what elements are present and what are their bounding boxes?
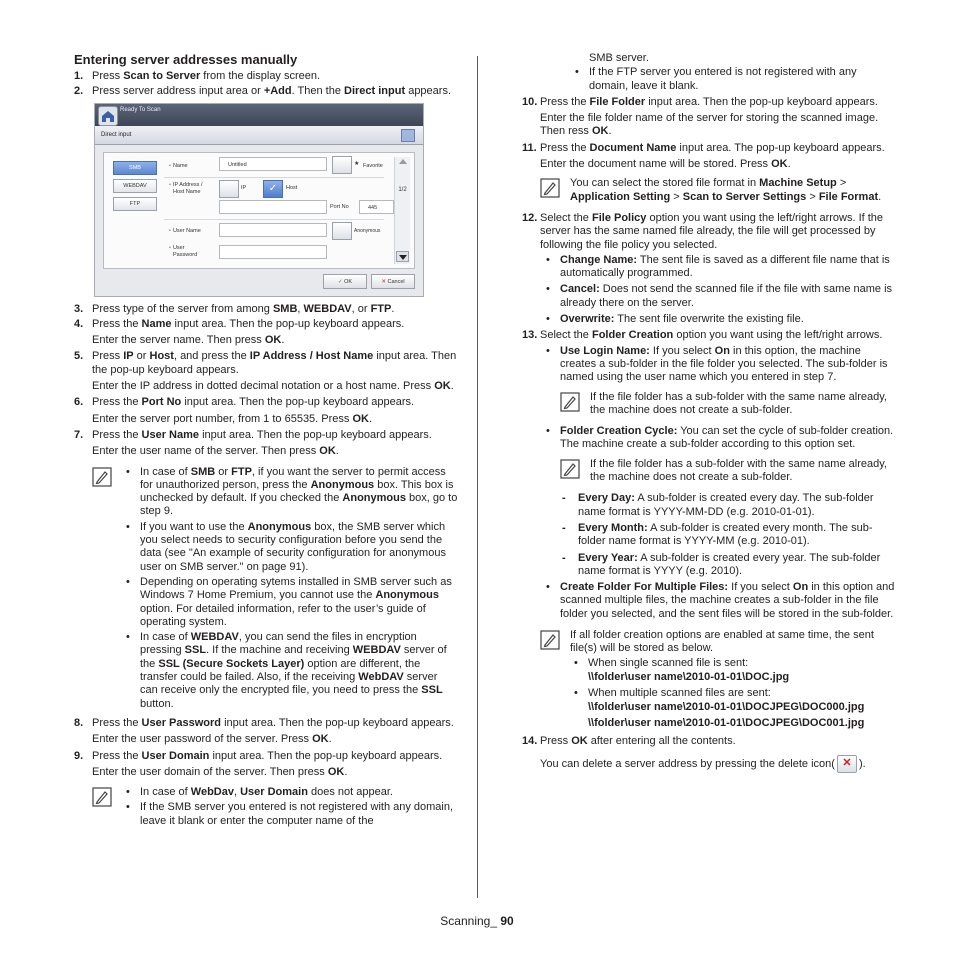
- note-text: You can select the stored file format in Machine Setup > Application Setting > Scan to Server Settings > File Format.: [570, 177, 882, 203]
- step-5: 5. Press IP or Host, and press the IP Address / Host Name input area. Then the pop-up keyboard appears.: [74, 350, 457, 376]
- close-icon: ✕: [381, 278, 386, 285]
- address-book-icon[interactable]: [401, 129, 415, 142]
- step-5-detail: Enter the IP address in dotted decimal notation or a host name. Press OK.: [92, 380, 454, 393]
- tab-webdav[interactable]: WEBDAV: [113, 179, 157, 193]
- step-2: 2. Press server address input area or +Add. Then the Direct input appears.: [74, 85, 452, 98]
- note-domain: [92, 786, 458, 828]
- step-7: 7. Press the User Name input area. Then the pop-up keyboard appears.: [74, 428, 432, 441]
- direct-input-screenshot: [94, 103, 424, 297]
- note-subfolder-1: [560, 391, 898, 418]
- scrollbar[interactable]: [394, 157, 410, 264]
- note-subfolder-2: [560, 458, 898, 485]
- note-bullet: • In case of WebDav, User Domain does not appear.: [122, 786, 458, 799]
- cycle-every-day: - Every Day: A sub-folder is created every day. The sub-folder name format is YYYY-MM-DD (e.g. 2010-01-01).: [560, 492, 898, 519]
- folder-creation-cycle: • Folder Creation Cycle: You can set the cycle of sub-folder creation. The machine create a sub-folder according to this option set.: [542, 425, 898, 452]
- cancel-button[interactable]: ✕ Cancel: [371, 274, 415, 289]
- name-input[interactable]: Untitled: [219, 157, 327, 171]
- note-icon: [540, 178, 560, 198]
- note-icon: [560, 392, 580, 412]
- anonymous-label: Anonymous: [354, 227, 381, 234]
- note-storage-paths: [540, 629, 898, 730]
- note-bullet: • In case of WEBDAV, you can send the files in encryption pressing SSL. If the machine and receiving WEBDAV server of the SSL (Secure Sockets Layer) option are different, the transfer could be failed. Also, if the receiving WebDAV server can receive only the encrypted file, you need to press the SSL button.: [122, 631, 458, 711]
- note-file-format: [540, 177, 898, 204]
- favorite-button[interactable]: [332, 156, 352, 174]
- screen-sub-bar: [95, 126, 423, 145]
- step-4-detail: Enter the server name. Then press OK.: [92, 334, 285, 347]
- page-number: 90: [500, 914, 514, 928]
- ip-option-label: IP: [241, 184, 247, 191]
- note-icon: [540, 630, 560, 650]
- port-label: Port No: [330, 203, 349, 210]
- ip-radio[interactable]: [219, 180, 239, 198]
- ftp-bullet: • If the FTP server you entered is not registered with any domain, leave it blank.: [571, 66, 898, 93]
- step-10: 10. Press the File Folder input area. Then the pop-up keyboard appears.: [522, 95, 878, 108]
- cycle-every-year: - Every Year: A sub-folder is created every year. The sub-folder name format is YYYY (e.g. 2010).: [560, 552, 898, 579]
- home-icon[interactable]: [98, 106, 118, 126]
- anonymous-checkbox[interactable]: [332, 222, 352, 240]
- step-14-detail: You can delete a server address by pressing the delete icon( ✕ ).: [522, 755, 898, 773]
- server-type-tabs: [113, 161, 157, 215]
- step-8: 8. Press the User Password input area. Then the pop-up keyboard appears.: [74, 716, 454, 729]
- step-1: 1. Press Scan to Server from the display screen.: [74, 70, 321, 82]
- step-11-detail: Enter the document name will be stored. Press OK.: [540, 158, 791, 171]
- note-icon: [560, 459, 580, 479]
- note-icon: [92, 467, 112, 487]
- note-text: If the file folder has a sub-folder with the same name already, the machine does not create a sub-folder.: [590, 390, 887, 416]
- left-column: [74, 52, 458, 834]
- cycle-every-month: - Every Month: A sub-folder is created every month. The sub-folder name format is YYYY-MM (e.g. 2010-01).: [560, 522, 898, 549]
- policy-change-name: • Change Name: The sent file is saved as a different file name that is automatically programmed.: [542, 254, 898, 281]
- host-option-label: Host: [286, 184, 298, 191]
- step-11: 11. Press the Document Name input area. The pop-up keyboard appears.: [522, 141, 885, 154]
- multi-file-bullet: • When multiple scanned files are sent:: [570, 687, 898, 700]
- step-9-detail: Enter the user domain of the server. Then press OK.: [92, 765, 348, 778]
- step-13: 13. Select the Folder Creation option you want using the left/right arrows.: [522, 329, 883, 342]
- screen-top-bar: [95, 104, 423, 126]
- ip-host-input[interactable]: [219, 200, 327, 214]
- step-14: 14. Press OK after entering all the contents.: [522, 735, 736, 748]
- user-password-label-2: Password: [173, 251, 198, 258]
- note-bullet: • Depending on operating sytems installed in SMB server such as Windows 7 Home Premium, you cannot use the Anonymous option. For detailed information, refer to the user’s guide of operating system.: [122, 576, 458, 629]
- user-name-label: • User Name: [169, 228, 201, 235]
- note-icon: [92, 787, 112, 807]
- note-text: If the file folder has a sub-folder with the same name already, the machine does not create a sub-folder.: [590, 457, 887, 484]
- folder-multiple-files: • Create Folder For Multiple Files: If you select On in this option and scanned multiple files, the machine creates a sub-folder in the file folder you selected, and the sent files will be stored in the sub-folder.: [542, 581, 898, 621]
- scroll-up-icon[interactable]: [399, 159, 407, 164]
- user-name-input[interactable]: [219, 223, 327, 237]
- ip-address-label-2: Host Name: [173, 188, 201, 195]
- screen-title: Direct input: [101, 131, 132, 138]
- host-check-icon[interactable]: ✓: [263, 180, 283, 198]
- step-12: 12. Select the File Policy option you want using the left/right arrows. If the server has the same named file already, the file will get processed by following the file policy you selected.: [522, 211, 884, 251]
- folder-use-login-name: • Use Login Name: If you select On in this option, the machine creates a sub-folder in the file folder you selected. The sub-folder is named using the user name which you entered in step 7.: [542, 345, 898, 385]
- port-input[interactable]: 445: [359, 200, 394, 214]
- step-7-detail: Enter the user name of the server. Then press OK.: [92, 445, 339, 458]
- footer-section: Scanning_: [440, 914, 501, 928]
- note-bullet: • If you want to use the Anonymous box, the SMB server which you select needs to security configuration before you send the data (see "An example of security configuration for anonymous user on SMB server." on page 91).: [122, 521, 458, 574]
- single-file-bullet: • When single scanned file is sent:: [570, 657, 898, 670]
- favorite-star-icon: ★: [354, 160, 360, 167]
- note-bullet: • In case of SMB or FTP, if you want the server to permit access for unauthorized person, press the Anonymous box. This box is unchecked by default. If you checked the Anonymous box, go to step 9.: [122, 466, 458, 519]
- column-divider: [477, 56, 478, 898]
- tab-ftp[interactable]: FTP: [113, 197, 157, 211]
- note-anonymous: [92, 466, 458, 711]
- step-6: 6. Press the Port No input area. Then the pop-up keyboard appears.: [74, 396, 415, 409]
- delete-icon[interactable]: ✕: [837, 755, 857, 773]
- step-4: 4. Press the Name input area. Then the pop-up keyboard appears.: [74, 317, 405, 330]
- user-password-input[interactable]: [219, 245, 327, 259]
- step-10-detail: Enter the file folder name of the server for storing the scanned image. Then ress OK.: [540, 112, 879, 138]
- right-column: [522, 52, 898, 775]
- policy-cancel: • Cancel: Does not send the scanned file if the file with same name is already there on the server.: [542, 283, 898, 310]
- note-text: If all folder creation options are enabled at same time, the sent file(s) will be stored as below.: [570, 628, 874, 655]
- row-divider: [164, 177, 384, 178]
- multi-file-path-2: \\folder\user name\2010-01-01\DOCJPEG\DOC001.jpg: [588, 716, 865, 729]
- check-icon: ✓: [337, 278, 343, 285]
- screen-status-title: Ready To Scan: [120, 106, 161, 113]
- input-panel: [103, 152, 415, 269]
- page-footer: [0, 915, 954, 928]
- step-9: 9. Press the User Domain input area. Then the pop-up keyboard appears.: [74, 749, 443, 762]
- step-8-detail: Enter the user password of the server. Press OK.: [92, 733, 332, 746]
- single-file-path: \\folder\user name\2010-01-01\DOC.jpg: [588, 670, 790, 683]
- user-password-label-1: • User: [169, 245, 185, 252]
- favorite-label: Favorite: [363, 162, 383, 169]
- name-label: • Name: [169, 163, 188, 170]
- policy-overwrite: • Overwrite: The sent file overwrite the existing file.: [542, 313, 898, 326]
- multi-file-path-1: \\folder\user name\2010-01-01\DOCJPEG\DOC000.jpg: [588, 701, 865, 714]
- step-6-detail: Enter the server port number, from 1 to 65535. Press OK.: [92, 412, 373, 425]
- ip-address-label-1: • IP Address /: [169, 182, 203, 189]
- ok-button[interactable]: ✓ OK: [323, 274, 367, 289]
- step-3: 3. Press type of the server from among SMB, WEBDAV, or FTP.: [74, 302, 395, 315]
- tab-smb[interactable]: SMB: [113, 161, 157, 175]
- page-indicator: 1/2: [398, 186, 407, 193]
- note-bullet: • If the SMB server you entered is not registered with any domain, leave it blank or enter the computer name of the: [122, 801, 458, 828]
- section-heading: Entering server addresses manually: [74, 52, 298, 67]
- scroll-down-icon[interactable]: [396, 251, 409, 262]
- row-divider: [164, 219, 384, 220]
- continued-text: SMB server.: [589, 52, 649, 64]
